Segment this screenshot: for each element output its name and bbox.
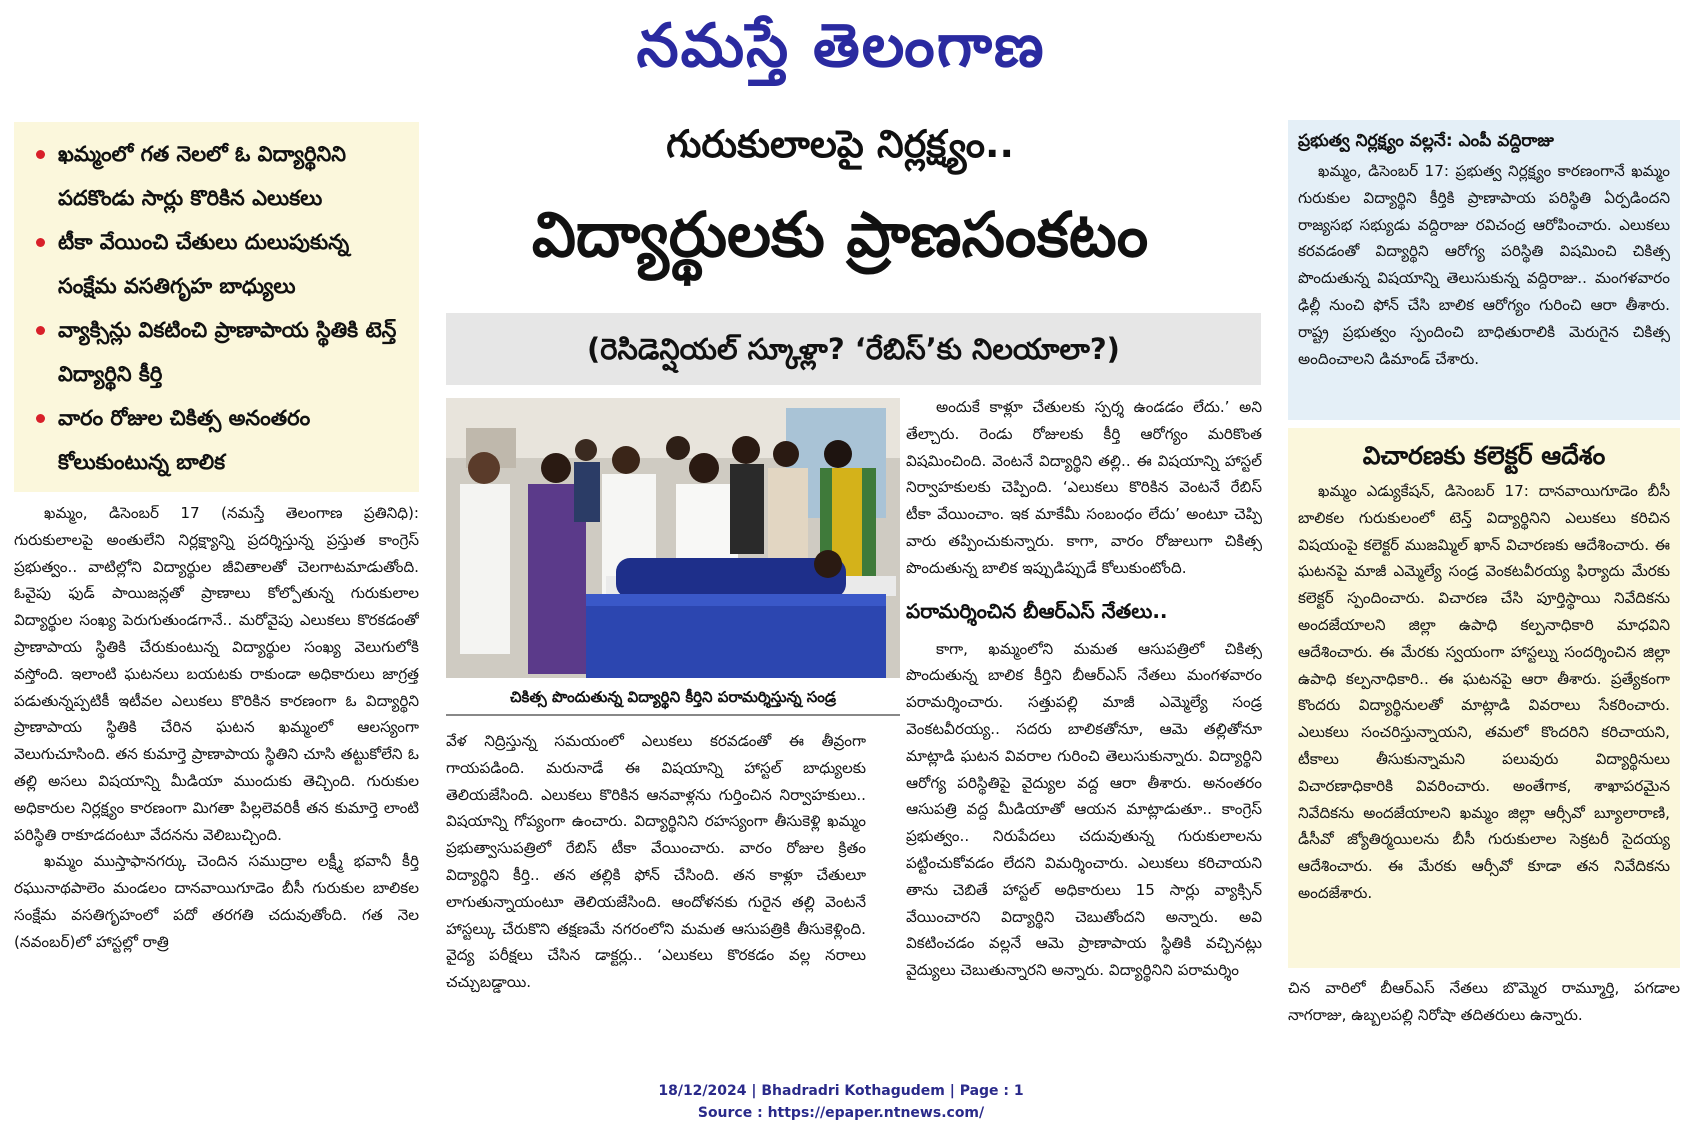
article-paragraph: వేళ నిద్రిస్తున్న సమయంలో ఎలుకలు కరవడంతో ఈ తీవ్రంగా గాయపడింది. మరునాడే ఈ విషయాన్ని హాస్టల్ బాధ్యులకు తెలియజేసింది. ఎలుకలు కొరికిన ఆనవాళ్లను గుర్తించిన నిర్వాహకులు.. విషయాన్ని గోప్యంగా ఉంచారు. విద్యార్థినిని రహస్యంగా తీసుకెళ్లి ఖమ్మం ప్రభుత్వాసుపత్రిలో రేబిస్ టీకా వేయించారు. వారం రోజుల క్రితం విద్యార్థిని కీర్తి.. తన తల్లికి ఫోన్ చేసింది. తన కాళ్లూ చేతులూ లాగుతున్నాయంటూ తెలియజేసింది. ఆందోళనకు గురైన తల్లి వెంటనే హాస్టల్కు చేరుకొని తక్షణమే నగరంలోని మమత ఆసుపత్రికి తీసుకెళ్లింది. వైద్య పరీక్షలు చేసిన డాక్టర్లు.. ‘ఎలుకలు కొరకడం వల్ల నరాలు చచ్చుబడ్డాయి.: [446, 732, 866, 992]
sidebar-story-text: ఖమ్మం ఎడ్యుకేషన్, డిసెంబర్ 17: దానవాయిగూడెం బీసీ బాలికల గురుకులంలో టెన్త్ విద్యార్థినిని ఎలుకలు కరిచిన విషయంపై కలెక్టర్ ముజమ్మిల్ ఖాన్ విచారణకు ఆదేశించారు. ఈ ఘటనపై మాజీ ఎమ్మెల్యే సండ్ర వెంకటవీరయ్య ఫిర్యాదు మేరకు కలెక్టర్ స్పందించారు. విచారణ చేసి పూర్తిస్థాయి నివేదికను అందజేయాలని జిల్లా ఉపాధి కల్పనాధికారి మాధవిని ఆదేశించారు. ఈ మేరకు స్వయంగా హాస్టల్ను సందర్శించిన జిల్లా ఉపాధి కల్పనాధికారి.. ఈ ఘటనపై ఆరా తీశారు. ప్రత్యేకంగా కొందరు విద్యార్థినులతో మాట్లాడి వివరాలు సేకరించారు. ఎలుకలు సంచరిస్తున్నాయని, తమలో కొందరిని కరిచాయని, టీకాలు తీసుకున్నామని పలువురు విద్యార్థినులు విచారణాధికారికి వివరించారు. అంతేగాక, శాఖాపరమైన నివేదికను అందజేయాలని ఖమ్మం జిల్లా ఆర్సీవో బ్యూలారాణి, డీసీవో జ్యోతిర్మయిలను బీసీ గురుకులాల సెక్రటరీ సైదయ్య ఆదేశించారు. ఈ మేరకు ఆర్సీవో కూడా తన నివేదికను అందజేశారు.: [1298, 482, 1670, 902]
main-headline: విద్యార్థులకు ప్రాణసంకటం: [531, 198, 1149, 271]
article-paragraph: ఖమ్మం ముస్తాఫానగర్కు చెందిన సముద్రాల లక్ష్మీ భవానీ కీర్తి రఘునాథపాలెం మండలం దానవాయిగూడెం బీసీ గురుకుల బాలికల సంక్షేమ వసతిగృహంలో పదో తరగతి చదువుతోంది. గత నెల (నవంబర్)లో హాస్టల్లో రాత్రి: [14, 852, 419, 951]
sidebar-story-mp: [1288, 120, 1680, 420]
article-column-1: [14, 500, 419, 1040]
article-paragraph: కాగా, ఖమ్మంలోని మమత ఆసుపత్రిలో చికిత్స పొందుతున్న బాలిక కీర్తిని బీఆర్ఎస్ నేతలు మంగళవారం పరామర్శించారు. సత్తుపల్లి మాజీ ఎమ్మెల్యే సండ్ర వెంకటవీరయ్య.. సదరు బాలికతోనూ, ఆమె తల్లితోనూ మాట్లాడి ఘటన వివరాల గురించి తెలుసుకున్నారు. విద్యార్థిని ఆరోగ్య పరిస్థితిపై వైద్యుల వద్ద ఆరా తీశారు. అనంతరం ఆసుపత్రి వద్ద మీడియాతో ఆయన మాట్లాడుతూ.. కాంగ్రెస్ ప్రభుత్వం.. నిరుపేదలు చదువుతున్న గురుకులాలను పట్టించుకోవడం లేదని విమర్శించారు. ఎలుకలు కరిచాయని తాను చెబితే హాస్టల్ అధికారులు 15 సార్లు వ్యాక్సిన్ వేయించారని విద్యార్థిని చెబుతోందని అన్నారు. అవి వికటించడం వల్లనే ఆమె ప్రాణాపాయ స్థితికి వచ్చినట్లు వైద్యులు చెబుతున్నారని అన్నారు. విద్యార్థినిని పరామర్శిం: [906, 639, 1262, 980]
highlight-item: వారం రోజుల చికిత్స అనంతరం కోలుకుంటున్న బాలిక: [36, 396, 409, 484]
subhead-box: [446, 313, 1261, 385]
sidebar-story-text: ఖమ్మం, డిసెంబర్ 17: ప్రభుత్వ నిర్లక్ష్యం కారణంగానే ఖమ్మం గురుకుల విద్యార్థిని కీర్తికి ప్రాణాపాయ పరిస్థితి ఏర్పడిందని రాజ్యసభ సభ్యుడు వద్దిరాజు రవిచంద్ర ఆరోపించారు. ఎలుకలు కరవడంతో విద్యార్థిని ఆరోగ్య పరిస్థితి విషమించి చికిత్స పొందుతున్న విషయాన్ని తెలుసుకున్న వద్దిరాజు.. మంగళవారం ఢిల్లీ నుంచి ఫోన్ చేసి బాలిక ఆరోగ్యం గురించి ఆరా తీశారు. రాష్ట్ర ప్రభుత్వం స్పందించి బాధితురాలికి మెరుగైన చికిత్స అందించాలని డిమాండ్ చేశారు.: [1298, 162, 1670, 368]
highlight-item: ఖమ్మంలో గత నెలలో ఓ విద్యార్థినిని పదకొండు సార్లు కొరికిన ఎలుకలు: [36, 132, 409, 220]
section-subheading: పరామర్శించిన బీఆర్ఎస్ నేతలు..: [906, 598, 1168, 623]
masthead: [0, 0, 1682, 100]
article-paragraph: అందుకే కాళ్లూ చేతులకు స్పర్శ ఉండడం లేదు.’ అని తేల్చారు. రెండు రోజులకు కీర్తి ఆరోగ్యం మరికొంత విషమించింది. వెంటనే విద్యార్థిని తల్లి.. ఈ విషయాన్ని హాస్టల్ నిర్వాహకులకు చెప్పింది. ‘ఎలుకలు కొరికిన వెంటనే రేబిస్ టీకా వేయించాం. ఇక మాకేమీ సంబంధం లేదు’ అంటూ చెప్పి వారు తప్పించుకున్నారు. కాగా, వారం రోజులుగా చికిత్స పొందుతున్న బాలిక ఇప్పుడిప్పుడే కోలుకుంటోంది.: [906, 398, 1262, 577]
newspaper-title: నమస్తే తెలంగాణ: [636, 11, 1046, 81]
footer-edition-info: 18/12/2024 | Bhadradri Kothagudem | Page : 1: [658, 1083, 1024, 1099]
article-column-4-tail: [1288, 975, 1680, 1035]
hospital-scene-image: [446, 398, 900, 678]
article-paragraph: చిన వారిలో బీఆర్ఎస్ నేతలు బొమ్మెర రామ్మూర్తి, పగడాల నాగరాజు, ఉబ్బలపల్లి నిరోషా తదితరులు ఉన్నారు.: [1288, 979, 1680, 1024]
highlight-item: టీకా వేయించి చేతులు దులుపుకున్న సంక్షేమ వసతిగృహ బాధ్యులు: [36, 220, 409, 308]
news-photo: [446, 398, 900, 678]
photo-caption: చికిత్స పొందుతున్న విద్యార్థిని కీర్తిని పరామర్శిస్తున్న సండ్ర: [446, 680, 900, 716]
sidebar-story-collector: [1288, 428, 1680, 968]
highlights-list: [14, 132, 419, 484]
article-paragraph: ఖమ్మం, డిసెంబర్ 17 (నమస్తే తెలంగాణ ప్రతినిధి): గురుకులాలపై అంతులేని నిర్లక్ష్యాన్ని ప్రదర్శిస్తున్న ప్రస్తుత కాంగ్రెస్ ప్రభుత్వం.. వాటిల్లోని విద్యార్థుల జీవితాలతో చెలగాటమాడుతోంది. ఓవైపు ఫుడ్ పాయిజన్లతో ప్రాణాలు కోల్పోతున్న గురుకులాల విద్యార్థుల సంఖ్య పెరుగుతుండగానే.. మరోవైపు ఎలుకలు కొరకడంతో ప్రాణాపాయ స్థితికి చేరుకుంటున్న విద్యార్థుల సంఖ్య వెలుగులోకి వస్తోంది. ఇలాంటి ఘటనలు బయటకు రాకుండా అధికారులు జాగ్రత్త పడుతున్నప్పటికీ ఇటీవల ఎలుకలు కొరికిన కారణంగా ఓ విద్యార్థిని ప్రాణాపాయ స్థితికి చేరిన ఘటన ఖమ్మంలో ఆలస్యంగా వెలుగుచూసింది. తన కుమార్తె ప్రాణాపాయ స్థితిని చూసి తట్టుకోలేని ఓ తల్లి అసలు విషయాన్ని మీడియా ముందుకు తెచ్చింది. గురుకుల అధికారుల నిర్లక్ష్యం కారణంగా మిగతా పిల్లలెవరికీ తన కుమార్తె లాంటి పరిస్థితి రాకూడదంటూ వేదనను వెలిబుచ్చింది.: [14, 504, 419, 844]
article-column-2: [446, 728, 866, 1028]
footer-source-link[interactable]: Source : https://epaper.ntnews.com/: [697, 1105, 985, 1121]
highlights-box: [14, 122, 419, 492]
subheadline: (రెసిడెన్షియల్ స్కూళ్లా? ‘రేబిస్’కు నిలయాలా?): [587, 332, 1120, 366]
highlight-item: వ్యాక్సిన్లు వికటించి ప్రాణాపాయ స్థితికి టెన్త్ విద్యార్థిని కీర్తి: [36, 308, 409, 396]
sidebar-story-heading: ప్రభుత్వ నిర్లక్ష్యం వల్లనే: ఎంపీ వద్దిరాజు: [1298, 131, 1554, 151]
article-column-3: [906, 394, 1262, 1034]
sidebar-story-heading: విచారణకు కలెక్టర్ ఆదేశం: [1362, 441, 1606, 470]
kicker-headline: గురుకులాలపై నిర్లక్ష్యం..: [666, 122, 1014, 166]
